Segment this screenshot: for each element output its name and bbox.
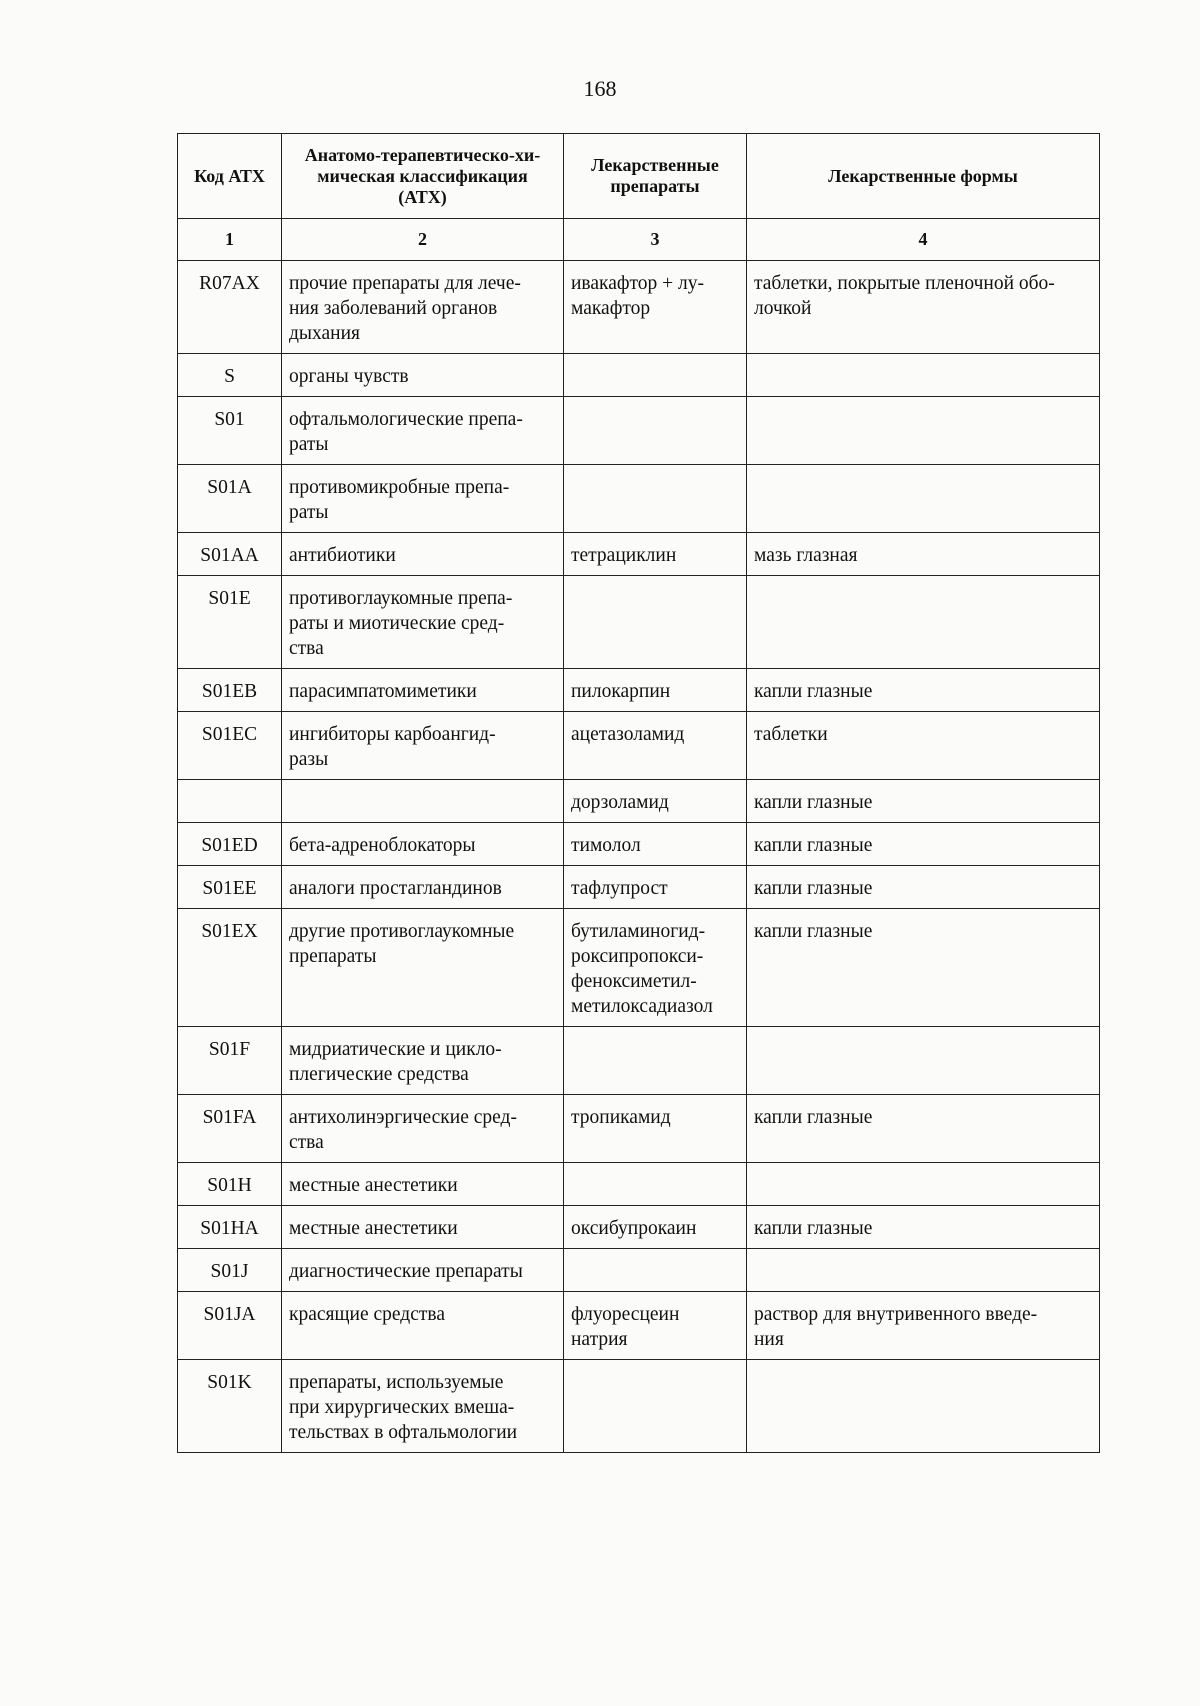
cell-line: препараты	[610, 176, 700, 196]
cell-line: капли глазные	[754, 878, 873, 899]
cell-classification	[282, 533, 564, 576]
cell-line: тетрациклин	[571, 545, 677, 566]
table-row	[178, 465, 1100, 533]
cell-atc-code: S01J	[178, 1249, 282, 1292]
cell-atc-code: S01	[178, 397, 282, 465]
cell-dosage-form	[747, 533, 1100, 576]
cell-line: дорзоламид	[571, 792, 669, 813]
atc-drug-table	[177, 133, 1100, 1453]
cell-line: тельствах в офтальмологии	[289, 1422, 518, 1443]
cell-atc-code: S01K	[178, 1360, 282, 1453]
cell-classification	[282, 397, 564, 465]
cell-atc-code: S01EX	[178, 909, 282, 1027]
cell-dosage-form	[747, 780, 1100, 823]
table-row	[178, 712, 1100, 780]
cell-atc-code: S01E	[178, 576, 282, 669]
cell-line: разы	[289, 749, 329, 770]
cell-drug	[564, 354, 747, 397]
cell-line: капли глазные	[754, 792, 873, 813]
column-number: 2	[282, 219, 564, 261]
table-row	[178, 866, 1100, 909]
table-row	[178, 1249, 1100, 1292]
cell-line: дыхания	[289, 323, 361, 344]
cell-atc-code: S01H	[178, 1163, 282, 1206]
cell-drug	[564, 1206, 747, 1249]
table-row	[178, 780, 1100, 823]
cell-atc-code: S01FA	[178, 1095, 282, 1163]
cell-line: капли глазные	[754, 921, 873, 942]
cell-dosage-form	[747, 1163, 1100, 1206]
cell-line: капли глазные	[754, 835, 873, 856]
cell-line: таблетки, покрытые пленочной обо-	[754, 273, 1055, 294]
cell-dosage-form	[747, 576, 1100, 669]
cell-dosage-form	[747, 1095, 1100, 1163]
cell-dosage-form	[747, 397, 1100, 465]
cell-atc-code: S01AA	[178, 533, 282, 576]
cell-atc-code: S01JA	[178, 1292, 282, 1360]
cell-line: другие противоглаукомные	[289, 921, 515, 942]
cell-line: ивакафтор + лу-	[571, 273, 704, 294]
cell-line: раты	[289, 502, 329, 523]
cell-atc-code: S01F	[178, 1027, 282, 1095]
cell-line: Анатомо-терапевтическо-хи-	[304, 144, 541, 165]
cell-line: аналоги простагландинов	[289, 878, 502, 899]
cell-drug	[564, 1360, 747, 1453]
cell-drug	[564, 866, 747, 909]
cell-line: флуоресцеин	[571, 1304, 680, 1325]
cell-line: тропикамид	[571, 1107, 671, 1128]
cell-line: ния заболеваний органов	[289, 298, 498, 319]
cell-line: (АТХ)	[398, 186, 447, 207]
table-row	[178, 576, 1100, 669]
cell-line: раты	[289, 434, 329, 455]
cell-line: прочие препараты для лече-	[289, 273, 521, 294]
cell-line: офтальмологические препа-	[289, 409, 523, 430]
cell-line: бутиламиногид-	[571, 921, 706, 942]
cell-drug	[564, 1163, 747, 1206]
cell-drug	[564, 780, 747, 823]
cell-classification	[282, 823, 564, 866]
cell-classification	[282, 1095, 564, 1163]
cell-drug	[564, 823, 747, 866]
cell-line: противомикробные препа-	[289, 477, 510, 498]
cell-atc-code: S01ED	[178, 823, 282, 866]
cell-line: метилоксадиазол	[571, 996, 713, 1017]
page-number: 168	[583, 76, 617, 101]
cell-drug	[564, 397, 747, 465]
cell-dosage-form	[747, 261, 1100, 354]
cell-atc-code: S01A	[178, 465, 282, 533]
table-row	[178, 261, 1100, 354]
cell-classification	[282, 669, 564, 712]
cell-drug	[564, 261, 747, 354]
cell-line: бета-адреноблокаторы	[289, 835, 476, 856]
cell-classification	[282, 576, 564, 669]
table-row	[178, 1292, 1100, 1360]
cell-line: пилокарпин	[571, 681, 671, 702]
table-row	[178, 823, 1100, 866]
table-row	[178, 1027, 1100, 1095]
cell-line: роксипропокси-	[571, 946, 704, 967]
cell-classification	[282, 1027, 564, 1095]
cell-line: красящие средства	[289, 1304, 445, 1325]
cell-line: ства	[289, 638, 324, 659]
cell-line: феноксиметил-	[571, 971, 697, 992]
cell-drug	[564, 533, 747, 576]
table-row	[178, 909, 1100, 1027]
cell-dosage-form	[747, 712, 1100, 780]
cell-line: оксибупрокаин	[571, 1218, 697, 1239]
column-number-row	[178, 219, 1100, 261]
cell-classification	[282, 1360, 564, 1453]
cell-dosage-form	[747, 909, 1100, 1027]
cell-dosage-form	[747, 354, 1100, 397]
table-row	[178, 669, 1100, 712]
table-row	[178, 533, 1100, 576]
table-row	[178, 354, 1100, 397]
cell-atc-code: S01EB	[178, 669, 282, 712]
cell-drug	[564, 576, 747, 669]
column-number: 3	[564, 219, 747, 261]
cell-classification	[282, 909, 564, 1027]
cell-line: местные анестетики	[289, 1218, 458, 1239]
cell-line: мическая классификация	[317, 165, 528, 186]
cell-drug	[564, 669, 747, 712]
cell-line: макафтор	[571, 298, 651, 319]
cell-drug	[564, 1095, 747, 1163]
cell-dosage-form	[747, 1027, 1100, 1095]
column-number: 4	[747, 219, 1100, 261]
header-drugs	[564, 134, 747, 219]
cell-line: натрия	[571, 1329, 628, 1350]
cell-line: тимолол	[571, 835, 641, 856]
cell-atc-code	[178, 780, 282, 823]
cell-classification	[282, 1206, 564, 1249]
cell-classification	[282, 465, 564, 533]
cell-dosage-form	[747, 1360, 1100, 1453]
cell-drug	[564, 1292, 747, 1360]
cell-dosage-form	[747, 823, 1100, 866]
cell-line: капли глазные	[754, 1107, 873, 1128]
cell-dosage-form	[747, 1249, 1100, 1292]
table-row	[178, 1206, 1100, 1249]
table-row	[178, 1095, 1100, 1163]
cell-line: капли глазные	[754, 681, 873, 702]
cell-line: таблетки	[754, 724, 828, 745]
cell-line: тафлупрост	[571, 878, 668, 899]
cell-dosage-form	[747, 669, 1100, 712]
cell-classification	[282, 780, 564, 823]
cell-classification	[282, 866, 564, 909]
table-row	[178, 1360, 1100, 1453]
cell-line: Лекарственные формы	[828, 165, 1018, 186]
cell-atc-code: S01EE	[178, 866, 282, 909]
cell-line: капли глазные	[754, 1218, 873, 1239]
cell-line: ства	[289, 1132, 324, 1153]
header-dosage-forms	[747, 134, 1100, 219]
cell-drug	[564, 1027, 747, 1095]
cell-classification	[282, 712, 564, 780]
cell-line: плегические средства	[289, 1064, 469, 1085]
cell-line: антибиотики	[289, 545, 396, 566]
cell-atc-code: S01EC	[178, 712, 282, 780]
cell-line: противоглаукомные препа-	[289, 588, 513, 609]
cell-drug	[564, 1249, 747, 1292]
cell-classification	[282, 1163, 564, 1206]
cell-line: раты и миотические сред-	[289, 613, 505, 634]
cell-atc-code: S01HA	[178, 1206, 282, 1249]
cell-classification	[282, 1249, 564, 1292]
cell-line: мидриатические и цикло-	[289, 1039, 502, 1060]
cell-atc-code: S	[178, 354, 282, 397]
cell-line: органы чувств	[289, 366, 409, 387]
cell-line: Лекарственные	[591, 155, 719, 175]
table-row	[178, 1163, 1100, 1206]
cell-line: диагностические препараты	[289, 1261, 523, 1282]
cell-line: ацетазоламид	[571, 724, 685, 745]
cell-line: ния	[754, 1329, 784, 1350]
cell-line: антихолинэргические сред-	[289, 1107, 517, 1128]
cell-atc-code: R07AX	[178, 261, 282, 354]
header-row	[178, 134, 1100, 219]
cell-line: при хирургических вмеша-	[289, 1397, 515, 1418]
cell-line: ингибиторы карбоангид-	[289, 724, 496, 745]
cell-line: Код АТХ	[194, 165, 265, 186]
table-body	[178, 261, 1100, 1453]
cell-dosage-form	[747, 465, 1100, 533]
cell-line: препараты	[289, 946, 377, 967]
header-classification	[282, 134, 564, 219]
cell-line: парасимпатомиметики	[289, 681, 477, 702]
cell-classification	[282, 1292, 564, 1360]
cell-line: местные анестетики	[289, 1175, 458, 1196]
cell-dosage-form	[747, 866, 1100, 909]
cell-dosage-form	[747, 1292, 1100, 1360]
column-number: 1	[178, 219, 282, 261]
cell-classification	[282, 354, 564, 397]
cell-line: лочкой	[754, 298, 812, 319]
table-row	[178, 397, 1100, 465]
cell-line: мазь глазная	[754, 545, 858, 566]
cell-drug	[564, 465, 747, 533]
cell-line: препараты, используемые	[289, 1372, 504, 1393]
cell-classification	[282, 261, 564, 354]
cell-line: раствор для внутривенного введе-	[754, 1304, 1038, 1325]
header-code	[178, 134, 282, 219]
cell-dosage-form	[747, 1206, 1100, 1249]
cell-drug	[564, 712, 747, 780]
cell-drug	[564, 909, 747, 1027]
